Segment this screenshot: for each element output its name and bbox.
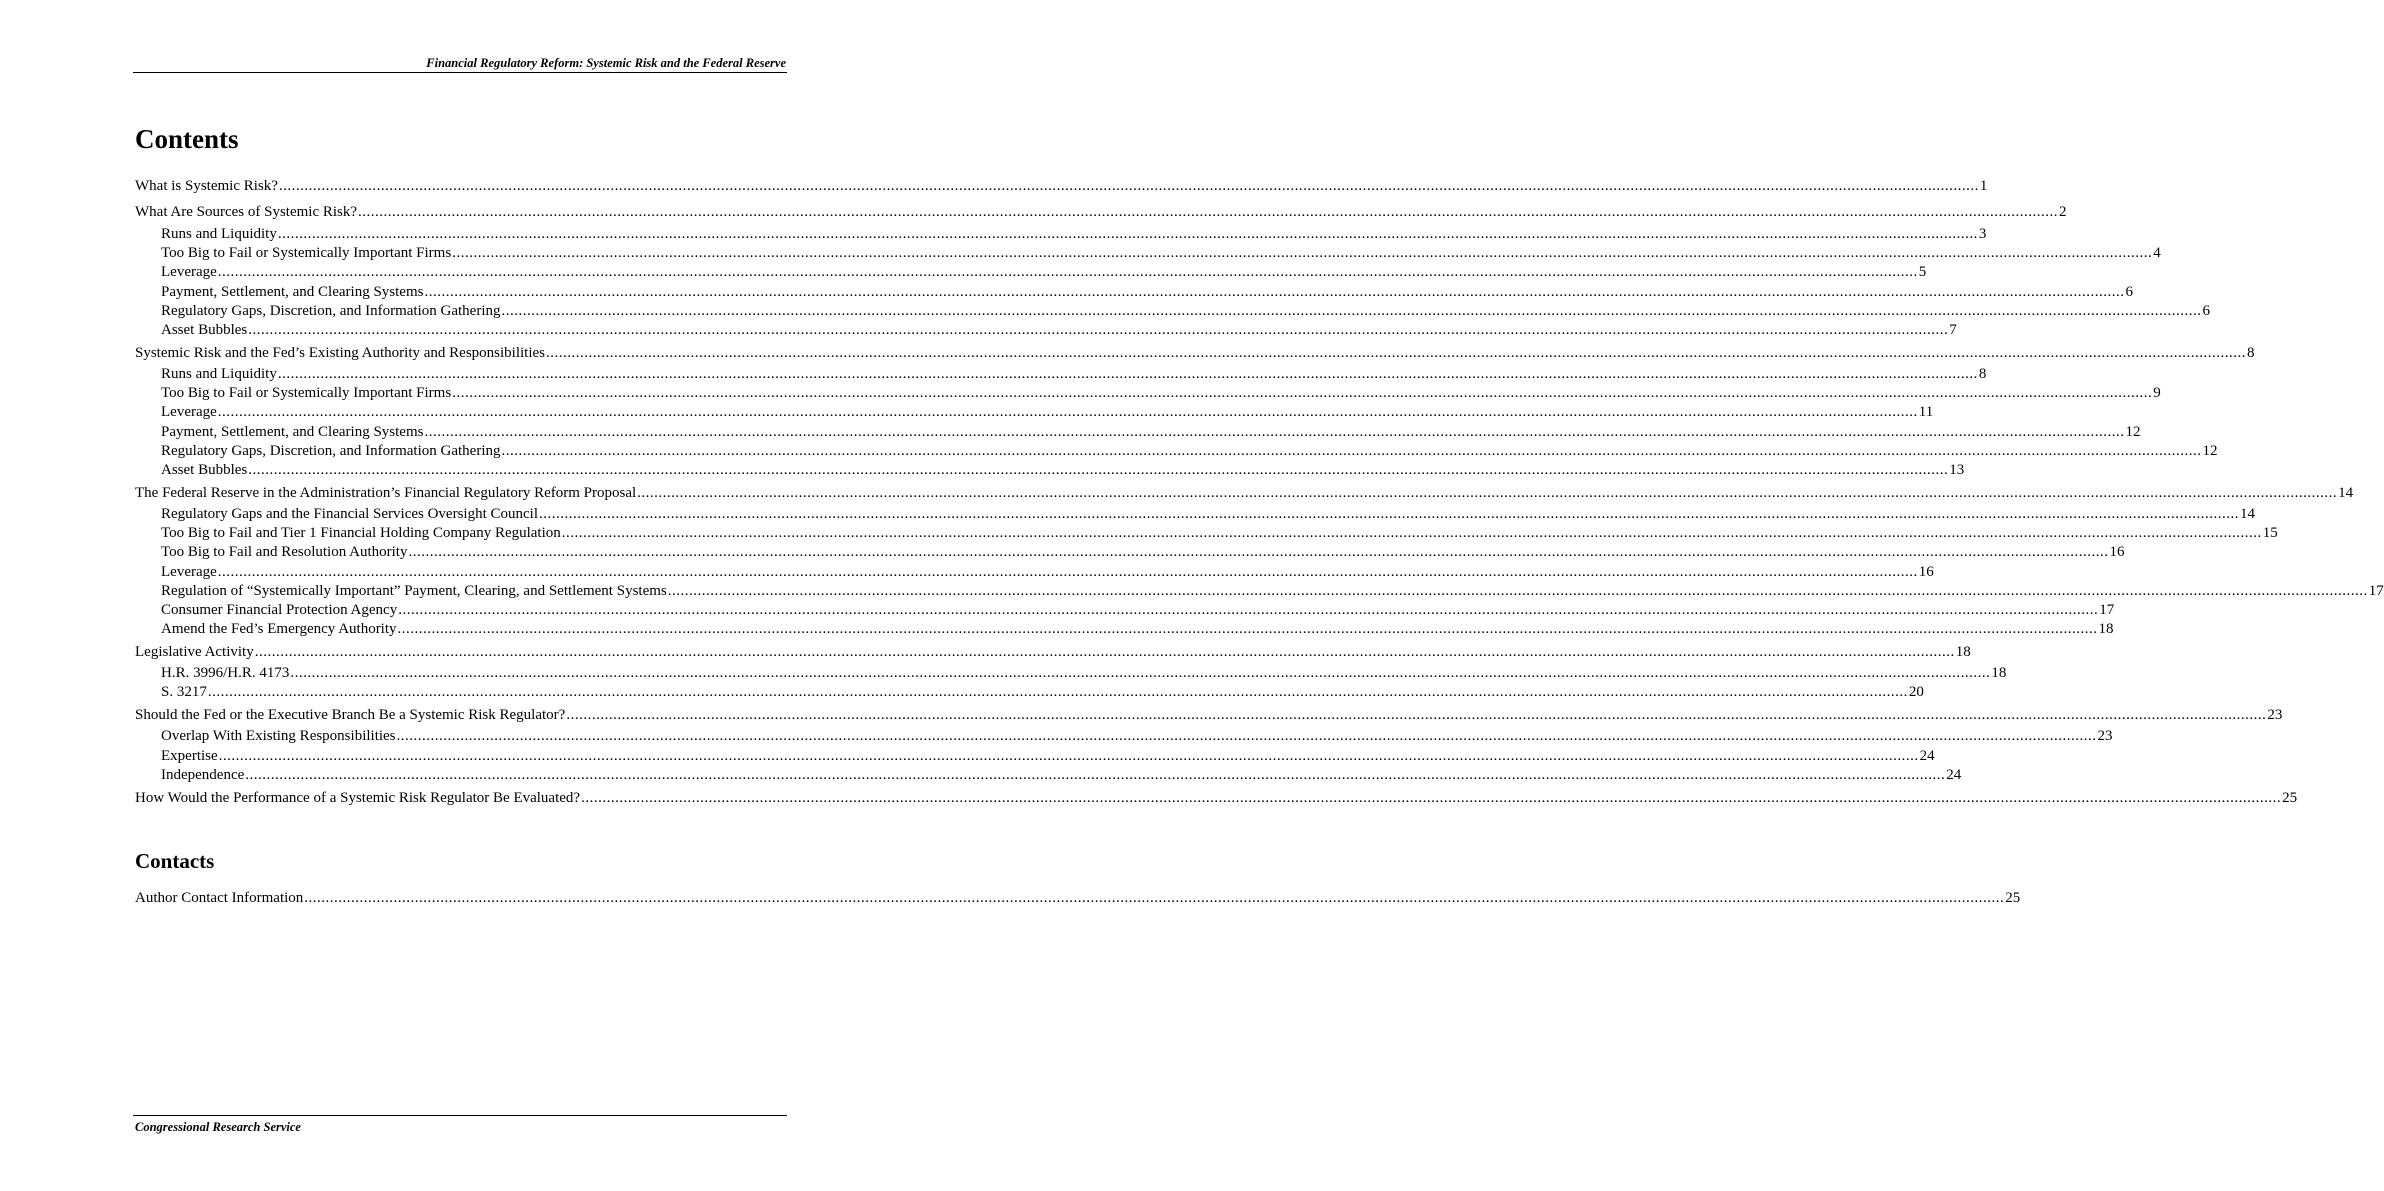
toc-entry-page: 7 [1949, 322, 1957, 338]
toc-entry-title: Too Big to Fail and Resolution Authority [161, 544, 408, 560]
toc-entry-page: 23 [2097, 728, 2113, 744]
toc-dot-leader: ................................................................................................................................................................................................................................................................................................................................................................................................................ [581, 790, 2282, 806]
toc-entry-page: 5 [1918, 264, 1927, 280]
toc-entry[interactable] [161, 283, 2133, 302]
toc-entry-title: The Federal Reserve in the Administration’s Financial Regulatory Reform Proposal [135, 485, 637, 501]
toc-entry[interactable] [161, 403, 1934, 422]
header-rule [133, 72, 787, 73]
toc-entry-page: 14 [2240, 506, 2255, 522]
toc-entry[interactable] [161, 664, 2007, 683]
toc-dot-leader: ................................................................................................................................................................................................................................................................................................................................................................................................................ [245, 767, 1946, 783]
toc-entry-page: 18 [2098, 621, 2114, 637]
toc-entry[interactable] [161, 321, 1957, 340]
toc-entry[interactable] [135, 203, 2067, 222]
toc-dot-leader: ................................................................................................................................................................................................................................................................................................................................................................................................................ [218, 748, 1919, 764]
toc-entry[interactable] [161, 505, 2255, 524]
toc-entry-page: 6 [2125, 284, 2133, 300]
toc-entry-title: How Would the Performance of a Systemic Risk Regulator Be Evaluated? [135, 790, 581, 806]
toc-dot-leader: ................................................................................................................................................................................................................................................................................................................................................................................................................ [396, 728, 2097, 744]
toc-entry-title: Too Big to Fail or Systemically Important Firms [161, 245, 452, 261]
toc-dot-leader: ................................................................................................................................................................................................................................................................................................................................................................................................................ [452, 245, 2153, 261]
running-header: Financial Regulatory Reform: Systemic Risk and the Federal Reserve [426, 56, 786, 70]
toc-dot-leader: ................................................................................................................................................................................................................................................................................................................................................................................................................ [217, 564, 1918, 580]
toc-entry[interactable] [161, 423, 2141, 442]
toc-entry-title: What Are Sources of Systemic Risk? [135, 204, 358, 220]
toc-entry-title: Regulatory Gaps, Discretion, and Information Gathering [161, 303, 501, 319]
toc-dot-leader: ................................................................................................................................................................................................................................................................................................................................................................................................................ [254, 644, 1955, 660]
toc-dot-leader: ................................................................................................................................................................................................................................................................................................................................................................................................................ [278, 178, 1979, 194]
toc-dot-leader: ................................................................................................................................................................................................................................................................................................................................................................................................................ [452, 385, 2153, 401]
toc-dot-leader: ................................................................................................................................................................................................................................................................................................................................................................................................................ [566, 707, 2267, 723]
toc-entry-page: 25 [2005, 890, 2021, 906]
toc-entry[interactable] [161, 582, 2384, 601]
toc-entry-page: 8 [1978, 366, 1987, 382]
toc-entry-page: 25 [2282, 790, 2298, 806]
toc-dot-leader: ................................................................................................................................................................................................................................................................................................................................................................................................................ [561, 525, 2262, 541]
toc-entry-page: 11 [1918, 404, 1934, 420]
toc-entry-title: Expertise [161, 748, 218, 764]
toc-dot-leader: ................................................................................................................................................................................................................................................................................................................................................................................................................ [408, 544, 2109, 560]
toc-entry-title: Too Big to Fail or Systemically Important Firms [161, 385, 452, 401]
toc-entry-page: 3 [1978, 226, 1987, 242]
toc-dot-leader: ................................................................................................................................................................................................................................................................................................................................................................................................................ [546, 345, 2246, 361]
toc-entry-page: 23 [2267, 707, 2283, 723]
toc-entry-page: 12 [2202, 443, 2218, 459]
toc-entry-page: 16 [2109, 544, 2125, 560]
toc-dot-leader: ................................................................................................................................................................................................................................................................................................................................................................................................................ [277, 226, 1978, 242]
toc-entry-title: Runs and Liquidity [161, 366, 277, 382]
toc-entry-title: Leverage [161, 404, 217, 420]
toc-entry-page: 24 [1919, 748, 1935, 764]
toc-entry-page: 20 [1908, 684, 1924, 700]
toc-entry[interactable] [161, 727, 2113, 746]
toc-entry-title: Author Contact Information [135, 890, 304, 906]
toc-dot-leader: ................................................................................................................................................................................................................................................................................................................................................................................................................ [424, 424, 2125, 440]
toc-dot-leader: ................................................................................................................................................................................................................................................................................................................................................................................................................ [398, 602, 2099, 618]
toc-entry[interactable] [161, 225, 1987, 244]
toc-entry[interactable] [135, 177, 1988, 196]
toc-dot-leader: ................................................................................................................................................................................................................................................................................................................................................................................................................ [304, 890, 2005, 906]
toc-entry-page: 14 [2338, 485, 2354, 501]
toc-entry-title: Asset Bubbles [161, 462, 248, 478]
toc-dot-leader: ................................................................................................................................................................................................................................................................................................................................................................................................................ [207, 684, 1908, 700]
toc-entry-title: Systemic Risk and the Fed’s Existing Authority and Responsibilities [135, 345, 545, 361]
toc-entry-page: 16 [1918, 564, 1934, 580]
toc-entry-title: Amend the Fed’s Emergency Authority [161, 621, 397, 637]
toc-entry-page: 8 [2247, 345, 2255, 361]
toc-entry-title: Regulation of “Systemically Important” Payment, Clearing, and Settlement Systems [161, 583, 667, 599]
toc-dot-leader: ................................................................................................................................................................................................................................................................................................................................................................................................................ [637, 485, 2338, 501]
toc-entry-title: Overlap With Existing Responsibilities [161, 728, 396, 744]
toc-entry-page: 17 [2099, 602, 2115, 618]
toc-entry[interactable] [161, 620, 2114, 639]
toc-entry-title: Independence [161, 767, 245, 783]
toc-entry-title: Asset Bubbles [161, 322, 248, 338]
toc-entry-title: Payment, Settlement, and Clearing Systems [161, 284, 424, 300]
toc-entry[interactable] [161, 524, 2278, 543]
toc-dot-leader: ................................................................................................................................................................................................................................................................................................................................................................................................................ [397, 621, 2098, 637]
toc-entry-title: Legislative Activity [135, 644, 254, 660]
toc-entry[interactable] [161, 442, 2218, 461]
toc-dot-leader: ................................................................................................................................................................................................................................................................................................................................................................................................................ [290, 665, 1991, 681]
toc-dot-leader: ................................................................................................................................................................................................................................................................................................................................................................................................................ [424, 284, 2125, 300]
toc-entry[interactable] [161, 302, 2210, 321]
contents-heading: Contents [135, 124, 239, 154]
toc-entry-title: Leverage [161, 264, 217, 280]
footer-text: Congressional Research Service [135, 1120, 301, 1134]
toc-entry[interactable] [161, 384, 2161, 403]
toc-entry[interactable] [161, 244, 2161, 263]
toc-entry[interactable] [161, 263, 1927, 282]
toc-entry-page: 13 [1949, 462, 1965, 478]
toc-dot-leader: ................................................................................................................................................................................................................................................................................................................................................................................................................ [667, 583, 2368, 599]
toc-dot-leader: ................................................................................................................................................................................................................................................................................................................................................................................................................ [539, 506, 2239, 522]
toc-entry-title: What is Systemic Risk? [135, 178, 278, 194]
toc-entry[interactable] [135, 706, 2283, 725]
toc-entry[interactable] [161, 461, 1965, 480]
toc-entry[interactable] [161, 601, 2115, 620]
toc-entry[interactable] [161, 543, 2125, 562]
toc-entry[interactable] [161, 563, 1934, 582]
toc-entry-page: 18 [1991, 665, 2007, 681]
toc-dot-leader: ................................................................................................................................................................................................................................................................................................................................................................................................................ [501, 443, 2202, 459]
toc-dot-leader: ................................................................................................................................................................................................................................................................................................................................................................................................................ [217, 264, 1918, 280]
toc-entry[interactable] [135, 789, 2298, 808]
toc-entry[interactable] [161, 747, 1935, 766]
toc-entry-page: 15 [2262, 525, 2278, 541]
toc-entry-page: 2 [2059, 204, 2067, 220]
toc-entry[interactable] [135, 484, 2354, 503]
toc-entry-title: S. 3217 [161, 684, 207, 700]
toc-dot-leader: ................................................................................................................................................................................................................................................................................................................................................................................................................ [248, 322, 1949, 338]
contacts-heading: Contacts [135, 849, 215, 873]
toc-entry[interactable] [161, 365, 1987, 384]
toc-entry-title: H.R. 3996/H.R. 4173 [161, 665, 290, 681]
toc-entry-page: 9 [2153, 385, 2161, 401]
toc-entry-title: Regulatory Gaps, Discretion, and Information Gathering [161, 443, 501, 459]
toc-dot-leader: ................................................................................................................................................................................................................................................................................................................................................................................................................ [217, 404, 1918, 420]
toc-entry-title: Regulatory Gaps and the Financial Services Oversight Council [161, 506, 538, 522]
toc-dot-leader: ................................................................................................................................................................................................................................................................................................................................................................................................................ [277, 366, 1978, 382]
toc-entry[interactable] [135, 643, 1971, 662]
toc-entry-title: Runs and Liquidity [161, 226, 277, 242]
toc-dot-leader: ................................................................................................................................................................................................................................................................................................................................................................................................................ [358, 204, 2059, 220]
toc-entry[interactable] [135, 344, 2255, 363]
toc-entry-title: Should the Fed or the Executive Branch Be a Systemic Risk Regulator? [135, 707, 566, 723]
toc-entry-page: 1 [1979, 178, 1988, 194]
toc-entry-page: 17 [2368, 583, 2384, 599]
toc-entry-title: Too Big to Fail and Tier 1 Financial Holding Company Regulation [161, 525, 561, 541]
toc-entry-page: 24 [1946, 767, 1962, 783]
toc-entry-page: 4 [2153, 245, 2161, 261]
toc-entry-page: 6 [2202, 303, 2210, 319]
footer-rule [133, 1115, 787, 1116]
toc-entry-title: Consumer Financial Protection Agency [161, 602, 398, 618]
toc-entry-title: Leverage [161, 564, 217, 580]
toc-entry[interactable] [161, 766, 1962, 785]
toc-entry[interactable] [161, 683, 1924, 702]
toc-dot-leader: ................................................................................................................................................................................................................................................................................................................................................................................................................ [248, 462, 1949, 478]
toc-entry-page: 12 [2125, 424, 2141, 440]
toc-entry-title: Payment, Settlement, and Clearing Systems [161, 424, 424, 440]
toc-entry-page: 18 [1955, 644, 1971, 660]
toc-entry[interactable] [135, 889, 2021, 908]
toc-dot-leader: ................................................................................................................................................................................................................................................................................................................................................................................................................ [501, 303, 2202, 319]
